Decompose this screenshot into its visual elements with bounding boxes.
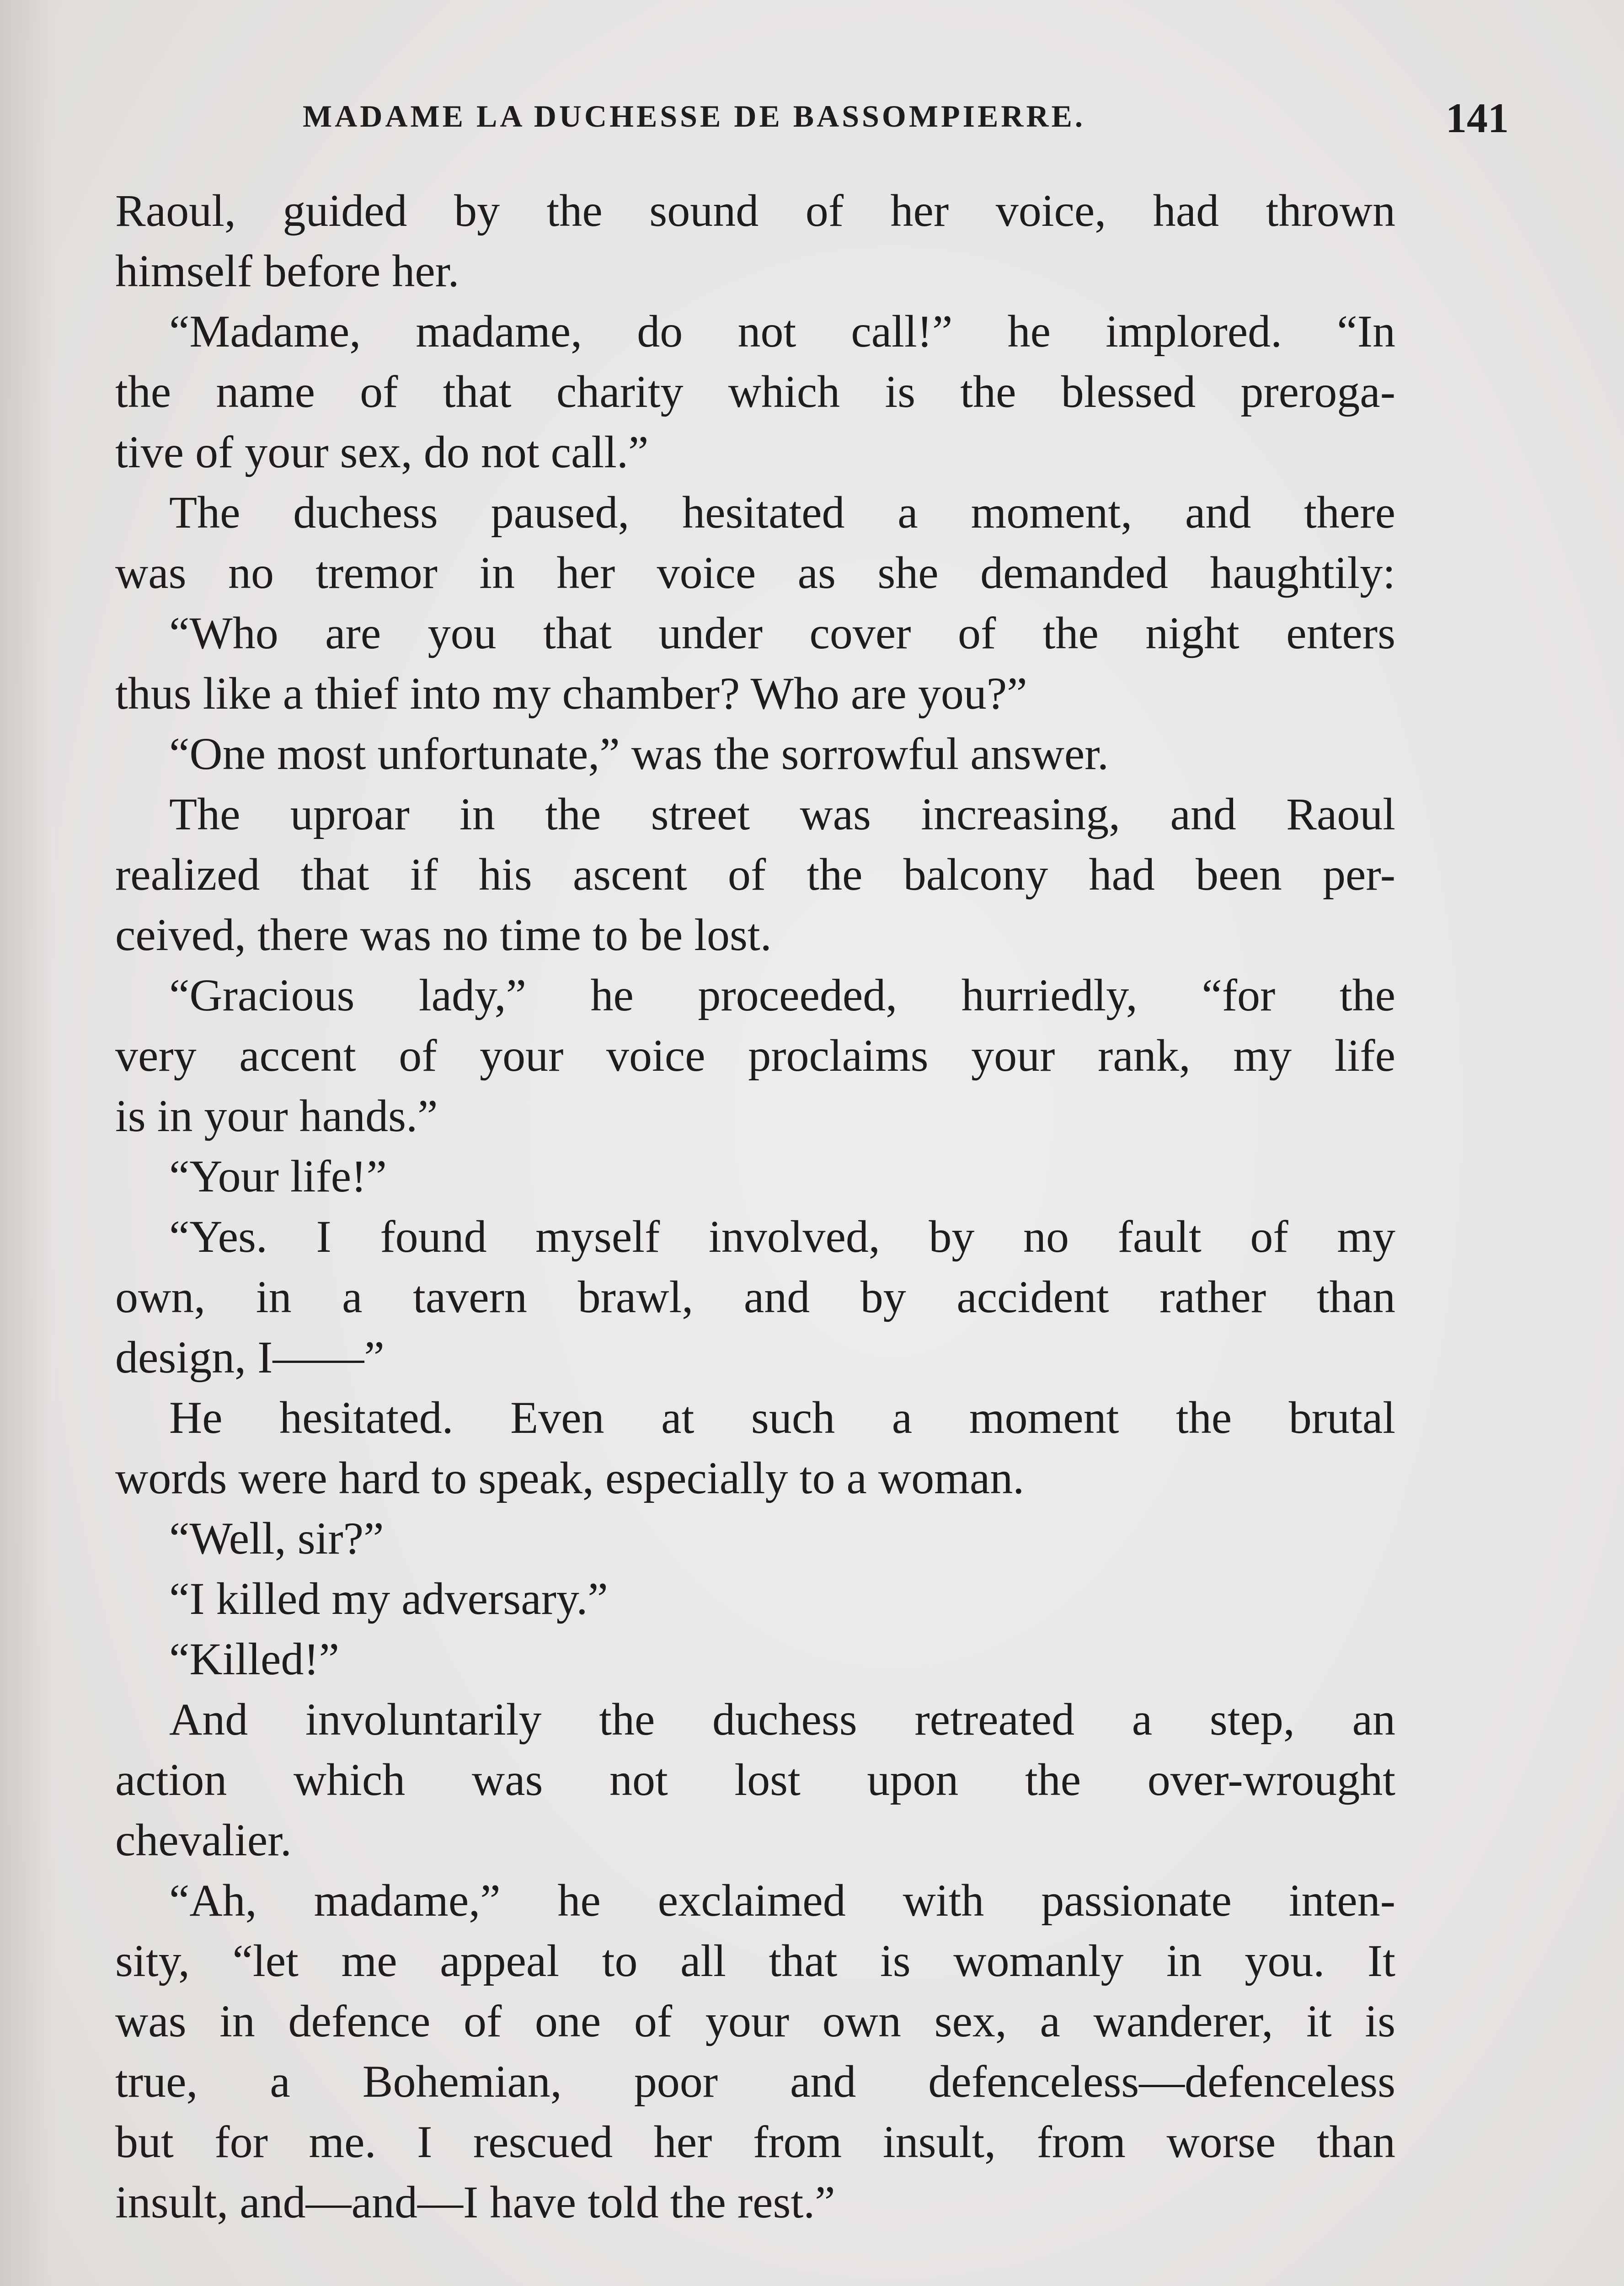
text-line: own, in a tavern brawl, and by accident rather than xyxy=(115,1271,1395,1322)
page-gutter-shadow xyxy=(0,0,55,2286)
text-line: himself before her. xyxy=(115,246,459,296)
text-line: “Your life!” xyxy=(169,1151,387,1202)
text-line: words were hard to speak, especially to a woman. xyxy=(115,1453,1025,1503)
text-line: Raoul, guided by the sound of her voice, had thrown xyxy=(115,185,1395,236)
text-line: “Yes. I found myself involved, by no fault of my xyxy=(169,1211,1395,1262)
text-line: true, a Bohemian, poor and defenceless—defenceless xyxy=(115,2056,1395,2107)
running-head xyxy=(114,94,1513,144)
text-line: “I killed my adversary.” xyxy=(169,1573,608,1624)
text-line: “Ah, madame,” he exclaimed with passionate inten- xyxy=(169,1875,1395,1926)
text-line: The duchess paused, hesitated a moment, and there xyxy=(169,487,1395,538)
text-line: He hesitated. Even at such a moment the brutal xyxy=(169,1392,1395,1443)
text-line: was in defence of one of your own sex, a wanderer, it is xyxy=(115,1996,1395,2046)
text-line: design, I——” xyxy=(115,1332,385,1383)
text-line: the name of that charity which is the blessed preroga- xyxy=(115,366,1395,417)
text-line: chevalier. xyxy=(115,1815,292,1865)
text-line: but for me. I rescued her from insult, from worse than xyxy=(115,2116,1395,2167)
text-line: realized that if his ascent of the balcony had been per- xyxy=(115,849,1395,900)
text-line: tive of your sex, do not call.” xyxy=(115,427,649,477)
text-line: “Who are you that under cover of the night enters xyxy=(169,608,1395,658)
text-line: was no tremor in her voice as she demanded haughtily: xyxy=(115,547,1395,598)
text-line: “Killed!” xyxy=(169,1634,340,1684)
text-line: is in your hands.” xyxy=(115,1090,438,1141)
text-line: action which was not lost upon the over-wrought xyxy=(115,1754,1395,1805)
text-line: insult, and—and—I have told the rest.” xyxy=(115,2177,835,2227)
body-text xyxy=(115,181,1395,2233)
text-line: “Gracious lady,” he proceeded, hurriedly, “for the xyxy=(169,970,1395,1020)
text-line: “One most unfortunate,” was the sorrowful answer. xyxy=(169,728,1109,779)
page-number: 141 xyxy=(1446,95,1509,141)
text-line: “Madame, madame, do not call!” he implored. “In xyxy=(169,306,1395,357)
text-line: And involuntarily the duchess retreated a step, an xyxy=(169,1694,1395,1745)
text-line: sity, “let me appeal to all that is womanly in you. It xyxy=(115,1935,1395,1986)
text-line: very accent of your voice proclaims your rank, my life xyxy=(115,1030,1395,1081)
text-line: The uproar in the street was increasing, and Raoul xyxy=(169,789,1395,839)
text-line: ceived, there was no time to be lost. xyxy=(115,909,772,960)
text-line: “Well, sir?” xyxy=(169,1513,384,1564)
text-line: thus like a thief into my chamber? Who are you?” xyxy=(115,668,1027,719)
running-title: MADAME LA DUCHESSE DE BASSOMPIERRE. xyxy=(303,99,1085,134)
